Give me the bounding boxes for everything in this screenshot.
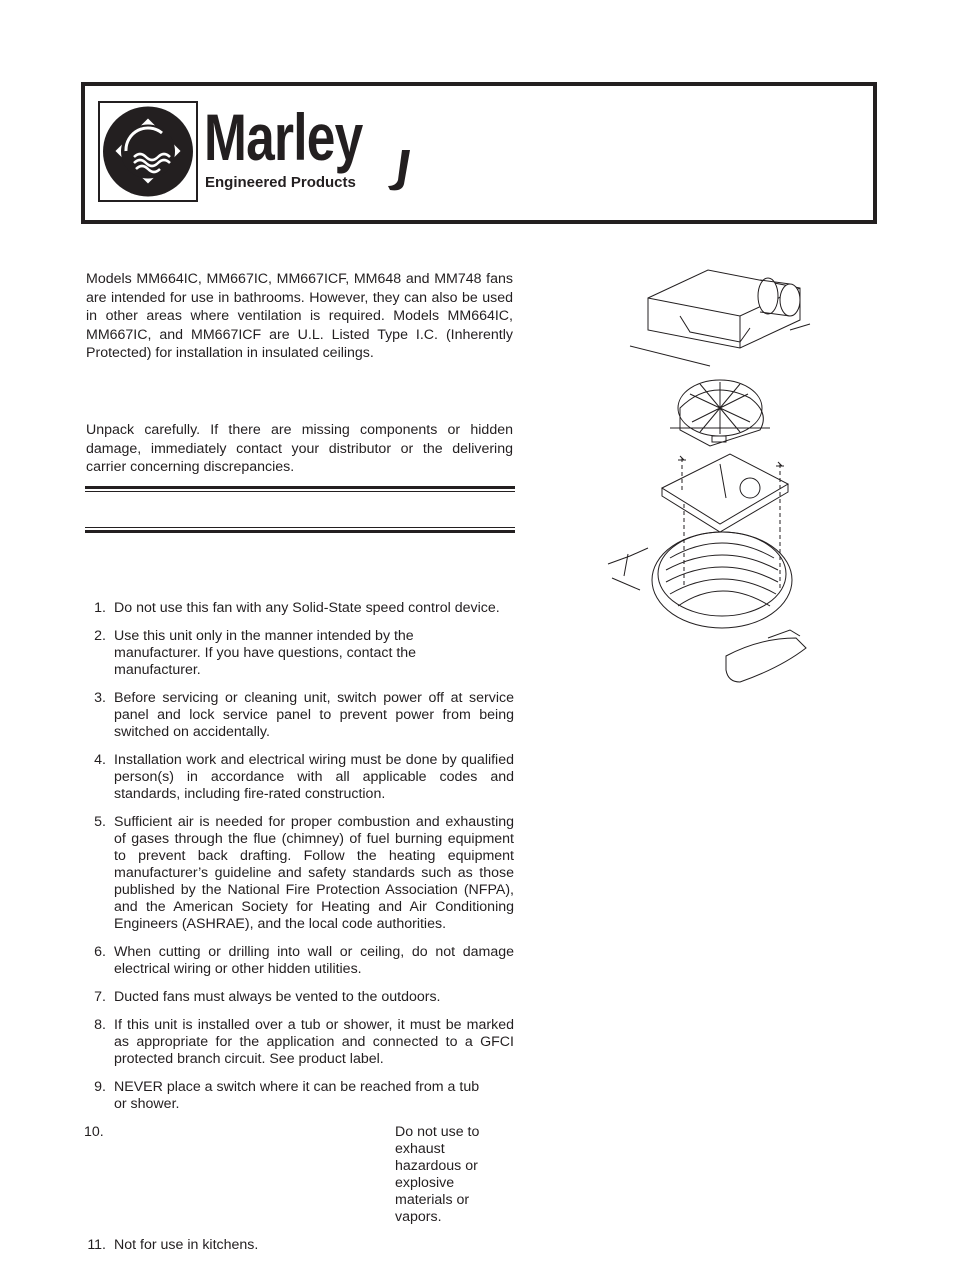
brand-name: Marley (204, 100, 363, 174)
fan-exploded-view-icon (600, 258, 815, 688)
unpack-paragraph: Unpack carefully. If there are missing components or hidden damage, immediately contact your distributor or the delivering carrier concerning discrepancies. (86, 422, 513, 476)
list-item: 8. If this unit is installed over a tub or shower, it must be marked as appropriate for the application and connected to a GFCI protected branch circuit. See product label. (94, 1017, 514, 1067)
list-item: 2. Use this unit only in the manner intended by the manufacturer. If you have questions, contact the manufacturer. (94, 628, 417, 678)
list-item: 5. Sufficient air is needed for proper combustion and exhausting of gases through the flue (chimney) of fuel burning equipment to prevent back drafting. Follow the heating equipment manufacturer’s guideline and safety standards such as those published by the National Fire Protection Association (NFPA), and the American Society for Heating and Air Conditioning Engineers (ASHRAE), and the local code authorities. (94, 814, 514, 932)
list-item: 6. When cutting or drilling into wall or ceiling, do not damage electrical wiring or other hidden utilities. (94, 944, 514, 977)
list-item: 3. Before servicing or cleaning unit, switch power off at service panel and lock service panel to prevent power from being switched on accidentally. (94, 690, 514, 740)
intro-paragraph: Models MM664IC, MM667IC, MM667ICF, MM648 and MM748 fans are intended for use in bathrooms. However, they can also be used in other areas where ventilation is required. Models MM664IC, MM667IC, and MM667ICF are U.L. Listed Type I.C. (Inherently Protected) for installation in insulated ceilings. (86, 271, 513, 362)
list-item: 11. Not for use in kitchens. (87, 1237, 259, 1253)
list-item: 9. NEVER place a switch where it can be reached from a tub or shower. (94, 1079, 480, 1112)
list-item: 1. Do not use this fan with any Solid-State speed control device. (94, 600, 500, 616)
brand-subtitle: Engineered Products (205, 174, 356, 191)
list-item: 4. Installation work and electrical wiring must be done by qualified person(s) in accordance with all applicable codes and standards, including fire-rated construction. (94, 752, 514, 802)
safety-list (84, 600, 514, 1265)
marley-logo-icon (98, 101, 198, 202)
header-box (81, 82, 877, 224)
list-item: 10. Do not use to exhaust hazardous or explosive materials or vapors. (84, 1124, 480, 1225)
brand-swash-icon (382, 150, 412, 192)
list-item: 7. Ducted fans must always be vented to the outdoors. (94, 989, 441, 1005)
